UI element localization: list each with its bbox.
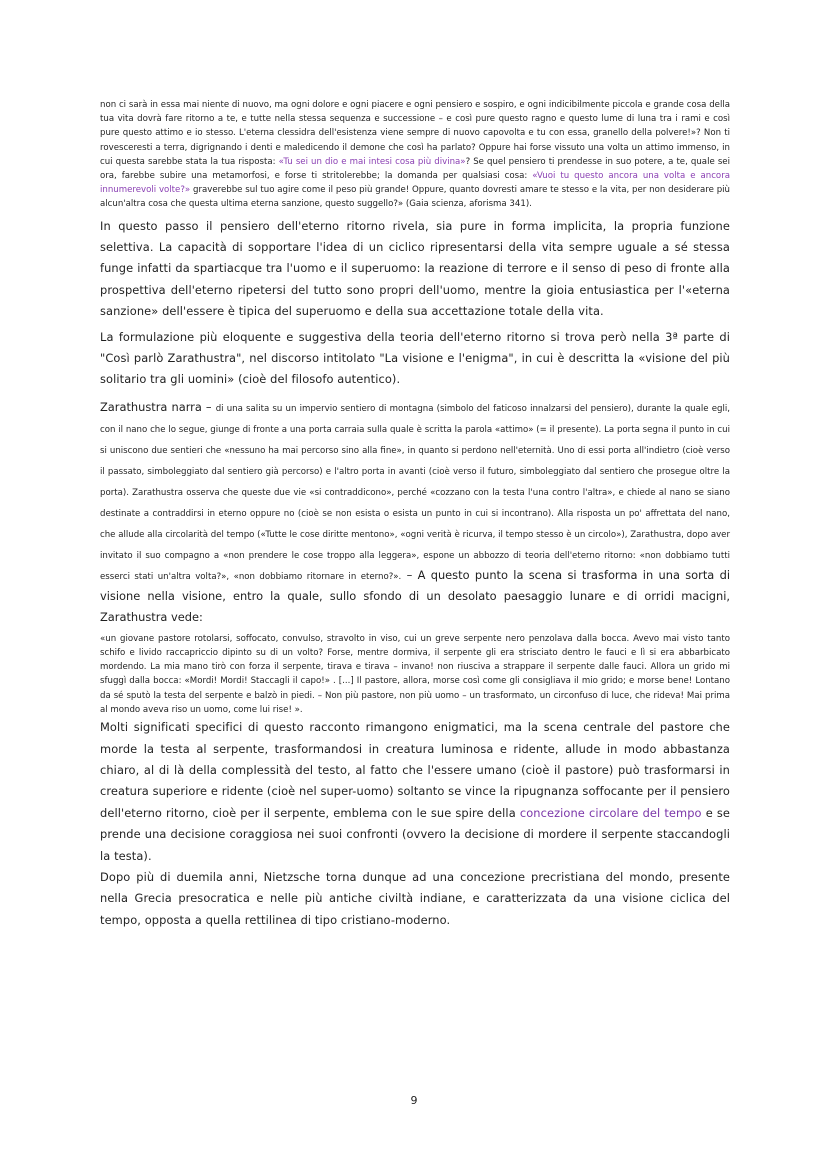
page-number: 9 — [410, 1094, 418, 1107]
interpretation-text: Molti significati specifici di questo racconto rimangono enigmatici, ma la scena centrale del pastore che morde la testa al serpente, trasformandosi in creatura luminosa e ridente, allude in modo abbastanza chiaro, al di là della complessità del testo, al fatto che l'essere umano (cioè il pastore) può trasformarsi in creatura superiore e ridente (cioè nel super-uomo) soltanto se vince la ripugnanza soffocante per il pensiero dell'eterno ritorno, cioè per il serpente, emblema con le sue spire della — [100, 720, 730, 820]
quote-text: graverebbe sul tuo agire come il peso più grande! Oppure, quanto dovresti amare te stesso e la vita, per non desiderare più alcun'altra cosa che questa ultima eterna sanzione, questo suggello?» (Gaia scienza, aforisma 341). — [100, 185, 730, 210]
paragraph-conclusion: Dopo più di duemila anni, Nietzsche torna dunque ad una concezione precristiana del mondo, presente nella Grecia presocratica e nelle più antiche civiltà indiane, e caratterizzata da una visione ciclica del tempo, opposta a quella rettilinea di tipo cristiano-moderno. — [100, 869, 730, 927]
quote-text: ? Se quel pensiero ti prendesse in suo potere, a te, quale sei ora, farebbe subire una metamorfosi, e forse ti stritolerebbe; la domanda per qualsiasi cosa: — [100, 156, 730, 182]
page-content — [100, 98, 730, 931]
paragraph-formulation: La formulazione più eloquente e suggestiva della teoria dell'eterno ritorno si trova però nella 3ª parte di "Così parlò Zarathustra", nel discorso intitolato "La visione e l'enigma", in cui è descritta la «visione del più solitario tra gli uomini» (cioè del filosofo autentico). — [100, 329, 730, 387]
quote-highlight-question: «Vuoi tu questo ancora una volta e ancora innumerevoli volte?» — [100, 171, 730, 196]
narra-lead: Zarathustra narra – — [100, 399, 216, 414]
interpretation-text: e se prende una decisione coraggiosa nei suoi confronti (ovvero la decisione di mordere il serpente staccandogli la testa). — [100, 805, 731, 863]
paragraph-selective-function: In questo passo il pensiero dell'eterno ritorno rivela, sia pure in forma implicita, la propria funzione selettiva. La capacità di sopportare l'idea di un ciclico ripresentarsi della vita sempre uguale a sé stessa funge infatti da spartiacque tra l'uomo e il superuomo: la reazione di terrore e il senso di peso di fronte alla prospettiva dell'eterno ripetersi del tutto sono propri dell'uomo, mentre la gioia entusiastica per l'«eterna sanzione» dell'essere è tipica del superuomo e della sua accettazione totale della vita. — [100, 218, 730, 319]
quote-gaia-scienza — [100, 98, 730, 212]
paragraph-zarathustra-narra — [100, 397, 730, 628]
narra-tail: – A questo punto la scena si trasforma in una sorta di visione nella visione, entro la quale, sullo sfondo di un desolato paesaggio lunare e di orridi macigni, Zarathustra vede: — [100, 567, 730, 624]
link-concezione-circolare[interactable]: concezione circolare del tempo — [519, 805, 702, 820]
quote-highlight-divine: «Tu sei un dio e mai intesi cosa più divina» — [278, 156, 466, 167]
quote-text: non ci sarà in essa mai niente di nuovo, ma ogni dolore e ogni piacere e ogni pensiero e sospiro, e ogni indicibilmente piccola e grande cosa della tua vita dovrà fare ritorno a te, e tutte nella stessa sequenza e successione – e così pure questo ragno e questo lume di luna tra i rami e così pure questo attimo e io stesso. L'eterna clessidra dell'esistenza viene sempre di nuovo capovolta e tu con essa, granello della polvere!»? Non ti rovesceresti a terra, digrignando i denti e maledicendo il demone che così ha parlato? Oppure hai forse vissuto una volta un attimo immenso, in cui questa sarebbe stata la tua risposta: — [100, 100, 730, 167]
narra-summary: di una salita su un impervio sentiero di montagna (simbolo del faticoso innalzarsi del pensiero), durante la quale egli, con il nano che lo segue, giunge di fronte a una porta carraia sulla quale è scritta la parola «attimo» (= il presente). La porta segna il punto in cui si uniscono due sentieri che «nessuno ha mai percorso sino alla fine», in quanto si perdono nell'eternità. Uno di essi porta all'indietro (cioè verso il passato, simboleggiato dal sentiero già percorso) e l'altro porta in avanti (cioè verso il futuro, simboleggiato dal sentiero che prosegue oltre la porta). Zarathustra osserva che queste due vie «si contraddicono», perché «cozzano con la testa l'una contro l'altra», e chiede al nano se siano destinate a contraddirsi in eterno oppure no (cioè se non esista o esista un punto in cui si incontrano). Alla risposta un po' affrettata del nano, che allude alla circolarità del tempo («Tutte le cose diritte mentono», «ogni verità è ricurva, il tempo stesso è un circolo»), Zarathustra, dopo aver invitato il suo compagno a «non prendere le cose troppo alla leggera», espone un abbozzo di teoria dell'eterno ritorno: «non dobbiamo tutti esserci stati un'altra volta?», «non dobbiamo ritornare in eterno?». — [100, 403, 730, 582]
paragraph-interpretation — [100, 717, 730, 867]
quote-shepherd: «un giovane pastore rotolarsi, soffocato, convulso, stravolto in viso, cui un greve serpente nero penzolava dalla bocca. Avevo mai visto tanto schifo e livido raccapriccio dipinto su di un volto? Forse, mentre dormiva, il serpente gli era strisciato dentro le fauci e lì si era abbarbicato mordendo. La mia mano tirò con forza il serpente, tirava e tirava – invano! non riusciva a strappare il serpente dalle fauci. Allora un grido mi sfuggì dalla bocca: «Mordi! Mordi! Staccagli il capo!» . [...] Il pastore, allora, morse così come gli consigliava il mio grido; e morse bene! Lontano da sé sputò la testa del serpente e balzò in piedi. – Non più pastore, non più uomo – un trasformato, un circonfuso di luce, che rideva! Mai prima al mondo aveva riso un uomo, come lui rise! ». — [100, 633, 730, 715]
